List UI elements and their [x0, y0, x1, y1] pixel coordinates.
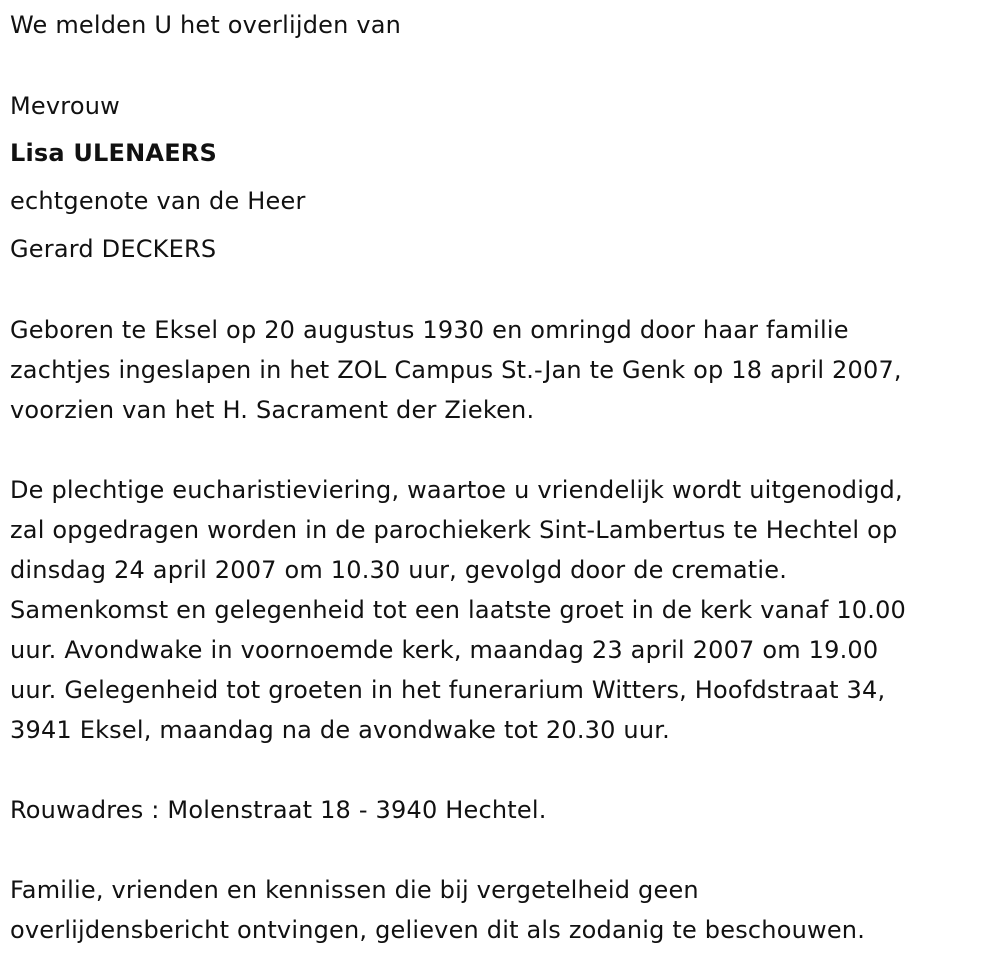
spouse-name: Gerard DECKERS	[10, 235, 217, 263]
closing-paragraph-line: overlijdensbericht ontvingen, gelieven dit als zodanig te beschouwen.	[10, 916, 866, 944]
relation-line: echtgenote van de Heer	[10, 187, 306, 215]
closing-paragraph-line: Familie, vrienden en kennissen die bij vergetelheid geen	[10, 876, 699, 904]
title-line: Mevrouw	[10, 92, 120, 120]
birth-paragraph-line: Geboren te Eksel op 20 augustus 1930 en omringd door haar familie	[10, 316, 849, 344]
deceased-name: Lisa ULENAERS	[10, 139, 217, 167]
ceremony-paragraph-line: De plechtige eucharistieviering, waartoe u vriendelijk wordt uitgenodigd,	[10, 476, 903, 504]
ceremony-paragraph-line: dinsdag 24 april 2007 om 10.30 uur, gevolgd door de crematie.	[10, 556, 788, 584]
ceremony-paragraph-line: uur. Avondwake in voornoemde kerk, maandag 23 april 2007 om 19.00	[10, 636, 879, 664]
birth-paragraph-line: voorzien van het H. Sacrament der Zieken.	[10, 396, 535, 424]
intro-line: We melden U het overlijden van	[10, 11, 402, 39]
mourning-address: Rouwadres : Molenstraat 18 - 3940 Hechtel.	[10, 796, 547, 824]
birth-paragraph-line: zachtjes ingeslapen in het ZOL Campus St.-Jan te Genk op 18 april 2007,	[10, 356, 902, 384]
ceremony-paragraph-line: uur. Gelegenheid tot groeten in het funerarium Witters, Hoofdstraat 34,	[10, 676, 886, 704]
ceremony-paragraph-line: zal opgedragen worden in de parochiekerk Sint-Lambertus te Hechtel op	[10, 516, 898, 544]
ceremony-paragraph-line: Samenkomst en gelegenheid tot een laatste groet in de kerk vanaf 10.00	[10, 596, 907, 624]
ceremony-paragraph-line: 3941 Eksel, maandag na de avondwake tot 20.30 uur.	[10, 716, 670, 744]
